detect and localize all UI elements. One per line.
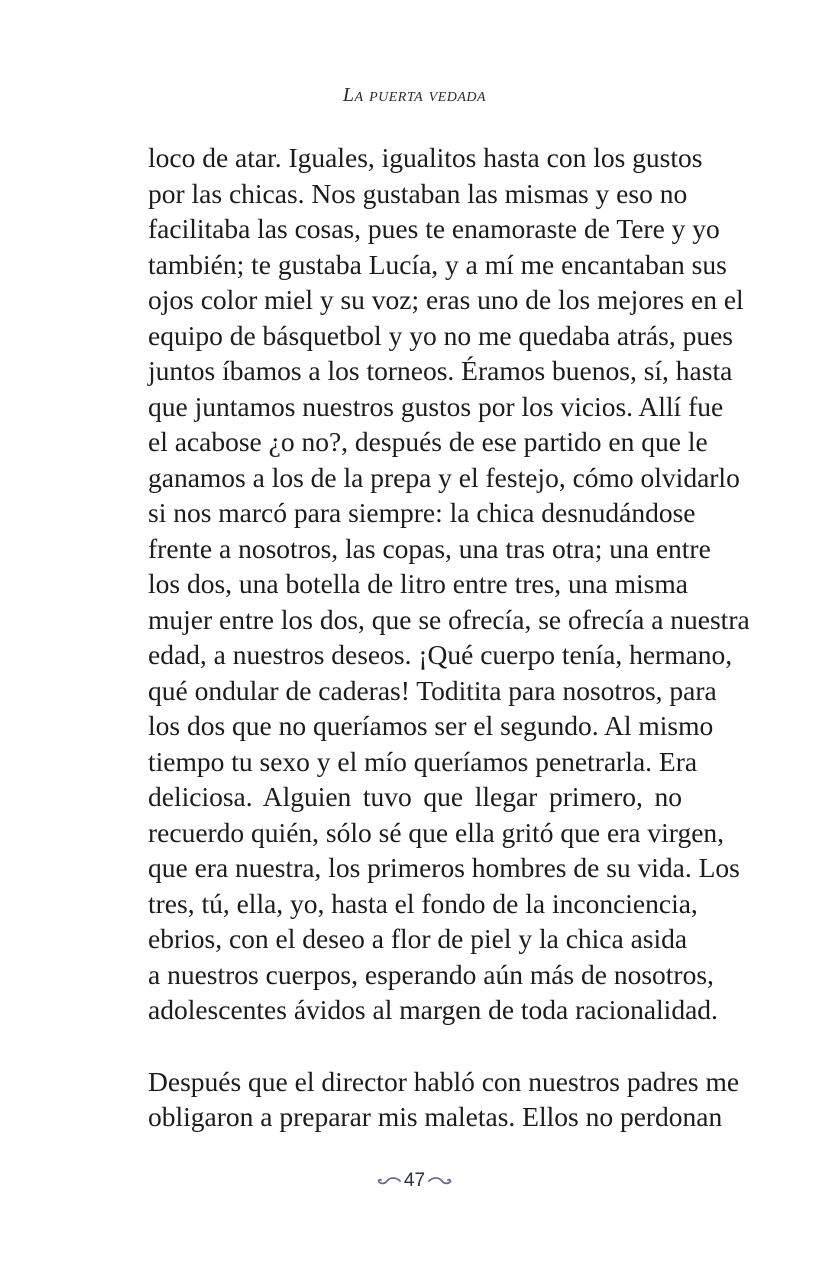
running-head: La puerta vedada (342, 84, 487, 106)
text-line: ganamos a los de la prepa y el festejo, cómo olvidarlo (148, 461, 740, 493)
text-line: los dos que no queríamos ser el segundo. Al mismo (148, 710, 714, 741)
text-line: edad, a nuestros deseos. ¡Qué cuerpo tenía, hermano, (148, 639, 733, 670)
text-line: por las chicas. Nos gustaban las mismas y eso no (148, 177, 688, 209)
text-line: que juntamos nuestros gustos por los vicios. Allí fue (148, 390, 724, 422)
paragraph-2 (148, 1064, 740, 1135)
text-line: Después que el director habló con nuestros padres me (148, 1065, 740, 1097)
text-line: equipo de básquetbol y yo no me quedaba atrás, pues (148, 319, 733, 351)
left-flourish-icon (376, 1175, 402, 1187)
text-line: loco de atar. Iguales, igualitos hasta con los gustos (148, 142, 703, 173)
text-line: mujer entre los dos, que se ofrecía, se ofrecía a nuestra (148, 603, 750, 635)
text-line: frente a nosotros, las copas, una tras otra; una entre (148, 532, 711, 564)
text-line: ojos color miel y su voz; eras uno de los mejores en el (148, 284, 744, 315)
text-line: adolescentes ávidos al margen de toda racionalidad. (148, 994, 718, 1025)
right-flourish-icon (427, 1175, 453, 1187)
text-line: a nuestros cuerpos, esperando aún más de nosotros, (148, 958, 714, 990)
text-line: ebrios, con el deseo a flor de piel y la chica asida (148, 923, 688, 954)
text-line: recuerdo quién, sólo sé que ella gritó que era virgen, (148, 816, 725, 848)
page-number-folio (0, 1170, 829, 1192)
paragraph-gap (148, 1028, 682, 1064)
text-line: facilitaba las cosas, pues te enamoraste de Tere y yo (148, 213, 720, 244)
text-line: también; te gustaba Lucía, y a mí me encantaban sus (148, 248, 727, 280)
text-line: que era nuestra, los primeros hombres de su vida. Los (148, 852, 740, 883)
text-line: tiempo tu sexo y el mío queríamos penetrarla. Era (148, 745, 698, 777)
text-line: juntos íbamos a los torneos. Éramos buenos, sí, hasta (148, 355, 733, 386)
page-number: 47 (403, 1170, 426, 1191)
body-text (148, 140, 750, 1135)
text-line: tres, tú, ella, yo, hasta el fondo de la inconciencia, (148, 887, 698, 919)
text-line: deliciosa. Alguien tuvo que llegar primero, no (148, 781, 682, 812)
paragraph-1 (148, 140, 750, 1028)
text-line: si nos marcó para siempre: la chica desnudándose (148, 497, 696, 528)
text-line: qué ondular de caderas! Toditita para nosotros, para (148, 674, 717, 706)
text-line: los dos, una botella de litro entre tres, una misma (148, 568, 688, 599)
text-line: obligaron a preparar mis maletas. Ellos no perdonan (148, 1101, 723, 1132)
text-line: el acabose ¿o no?, después de ese partido en que le (148, 426, 708, 457)
